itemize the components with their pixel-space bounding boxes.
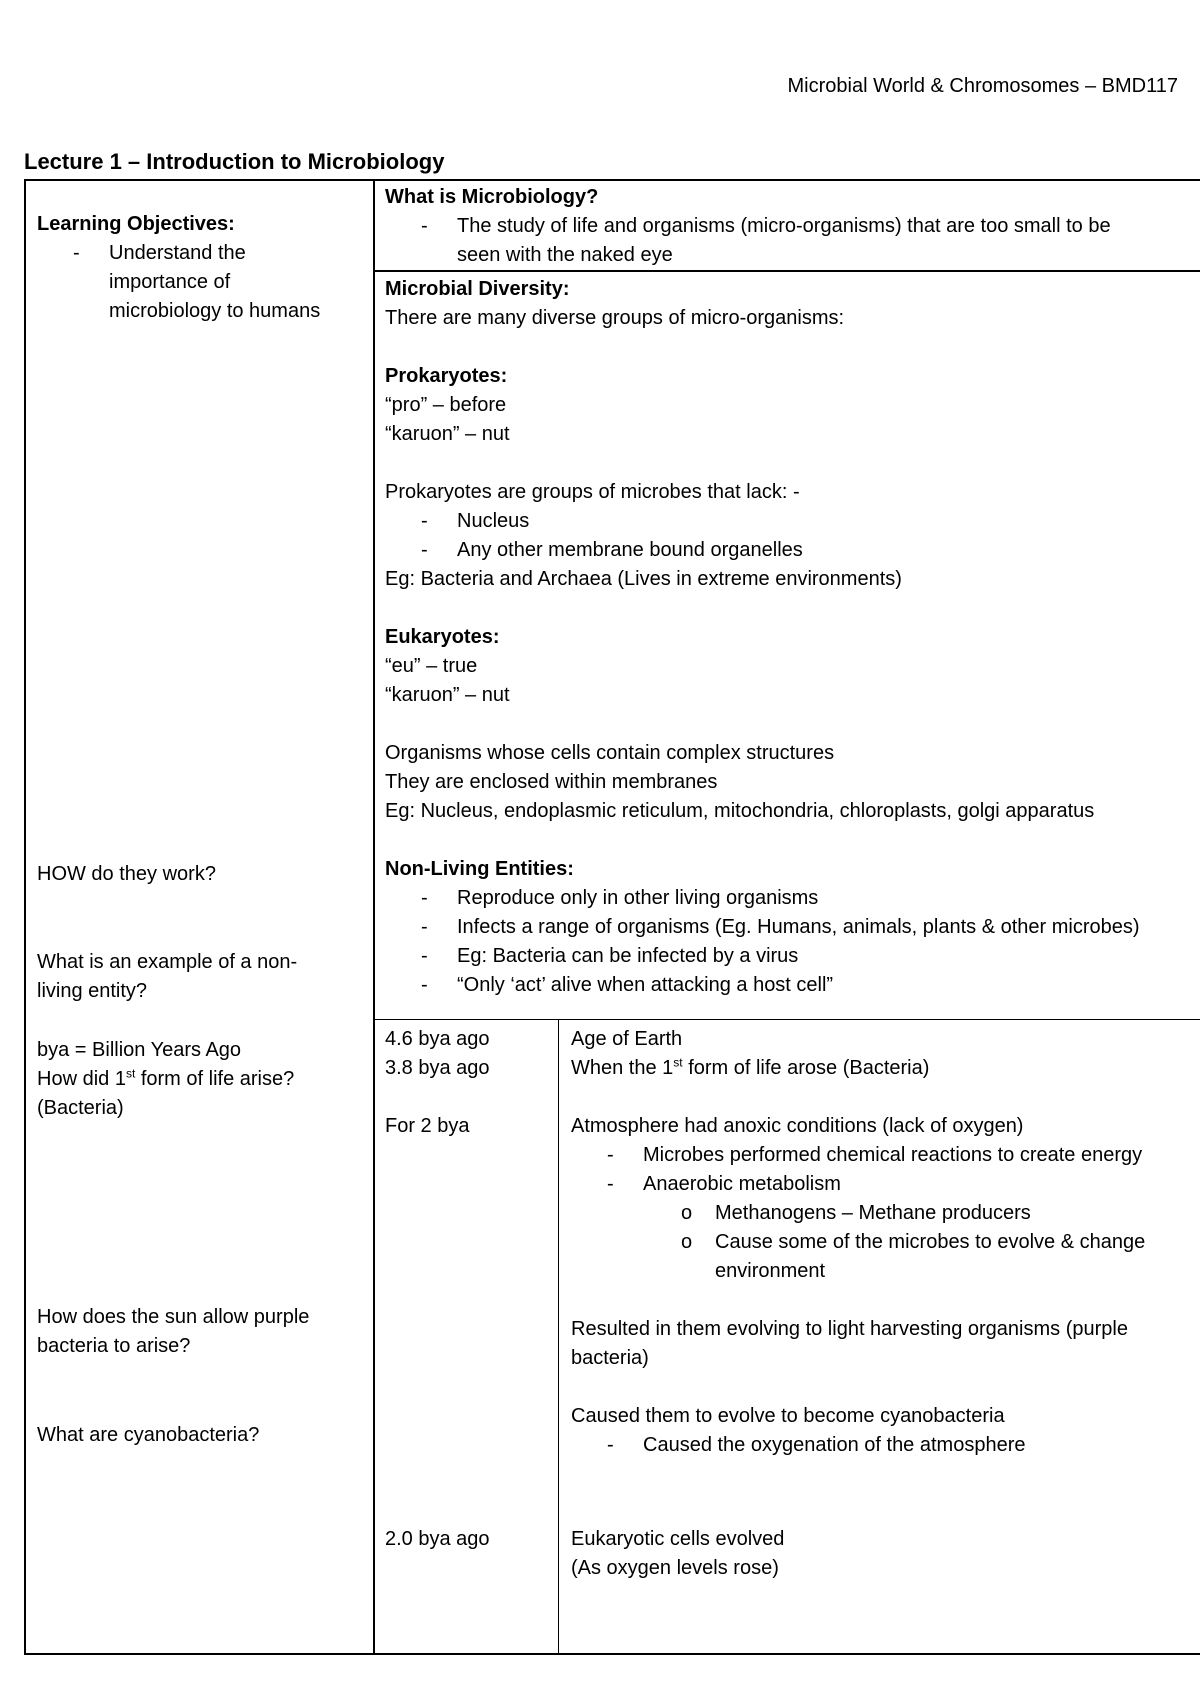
list-item: - “Only ‘act’ alive when attacking a host cell” bbox=[421, 974, 834, 996]
section-heading: What is Microbiology? bbox=[385, 186, 599, 208]
bya-definition: bya = Billion Years Ago How did 1st form of life arise? (Bacteria) bbox=[37, 1039, 295, 1119]
sub-list-item: o Methanogens – Methane producers bbox=[681, 1202, 1031, 1224]
question-cyano: What are cyanobacteria? bbox=[37, 1424, 260, 1446]
objective-item: - Understand the bbox=[73, 242, 246, 264]
list-item: - Caused the oxygenation of the atmosphere bbox=[607, 1434, 1026, 1456]
microbial-diversity: Microbial Diversity: There are many diverse groups of micro-organisms: Prokaryotes: “pro” – before “karuon” – nut Prokaryotes are groups of microbes that lack: - - Nucleus - Any other membrane bound organelles Eg: Bacteria and Archaea (Lives in extreme environments) Eukaryotes: “eu” – true “karuon” – nut Organisms whose cells contain complex structures They are enclosed within membranes Eg: Nucleus, endoplasmic reticulum, mitochondria, chloroplasts, golgi apparatus Non-Living Entities: - Reproduce only in other living organisms - Infects a range of organisms (Eg. Humans, animals, plants & other microbes) - Eg: Bacteria can be infected by a virus - “Only ‘act’ alive when attacking a host cell” bbox=[385, 275, 1140, 1000]
list-item: - Nucleus bbox=[421, 510, 530, 532]
list-item: - Microbes performed chemical reactions to create energy bbox=[607, 1144, 1143, 1166]
course-header: Microbial World & Chromosomes – BMD117 bbox=[787, 75, 1178, 97]
section-heading: Microbial Diversity: bbox=[385, 278, 570, 300]
question-sun: How does the sun allow purple bacteria to arise? bbox=[37, 1306, 310, 1357]
sub-list-item: o Cause some of the microbes to evolve & change bbox=[681, 1231, 1146, 1253]
question-how: HOW do they work? bbox=[37, 863, 216, 885]
objective-item-cont: microbiology to humans bbox=[109, 300, 321, 322]
list-item: - Eg: Bacteria can be infected by a virus bbox=[421, 945, 799, 967]
objective-item-cont: importance of bbox=[109, 271, 231, 293]
timeline-times: 4.6 bya ago 3.8 bya ago For 2 bya bbox=[385, 1028, 490, 1137]
eukaryotes-heading: Eukaryotes: bbox=[385, 626, 500, 648]
list-item: - Any other membrane bound organelles bbox=[421, 539, 803, 561]
objectives-label: Learning Objectives: bbox=[37, 213, 235, 235]
prokaryotes-heading: Prokaryotes: bbox=[385, 365, 508, 387]
non-living-heading: Non-Living Entities: bbox=[385, 858, 574, 880]
what-is-microbiology: What is Microbiology? - The study of life and organisms (micro-organisms) that are too small to be seen with the naked eye bbox=[385, 183, 1111, 270]
list-item: - Infects a range of organisms (Eg. Humans, animals, plants & other microbes) bbox=[421, 916, 1140, 938]
question-nonliving: What is an example of a non- living entity? bbox=[37, 951, 298, 1002]
list-item: - Anaerobic metabolism bbox=[607, 1173, 841, 1195]
timeline-event: Eukaryotic cells evolved (As oxygen levels rose) bbox=[571, 1528, 785, 1579]
question-first-life: How did 1st form of life arise? bbox=[37, 1066, 295, 1090]
timeline-events: Age of Earth When the 1st form of life arose (Bacteria) Atmosphere had anoxic conditions (lack of oxygen) - Microbes performed chemical reactions to create energy - Anaerobic metabolism o Methanogens – Methane producers o Cause some of the microbes to evolve & change environment Resulted in them evolving to light harvesting organisms (purple bacteria) Caused them to evolve to become cyanobacteria - Caused the oxygenation of the atmosphere bbox=[571, 1025, 1200, 1460]
learning-objectives bbox=[37, 210, 320, 326]
list-item: - Reproduce only in other living organisms bbox=[421, 887, 819, 909]
page-title: Lecture 1 – Introduction to Microbiology bbox=[24, 149, 445, 174]
timeline-time: 2.0 bya ago bbox=[385, 1528, 490, 1550]
